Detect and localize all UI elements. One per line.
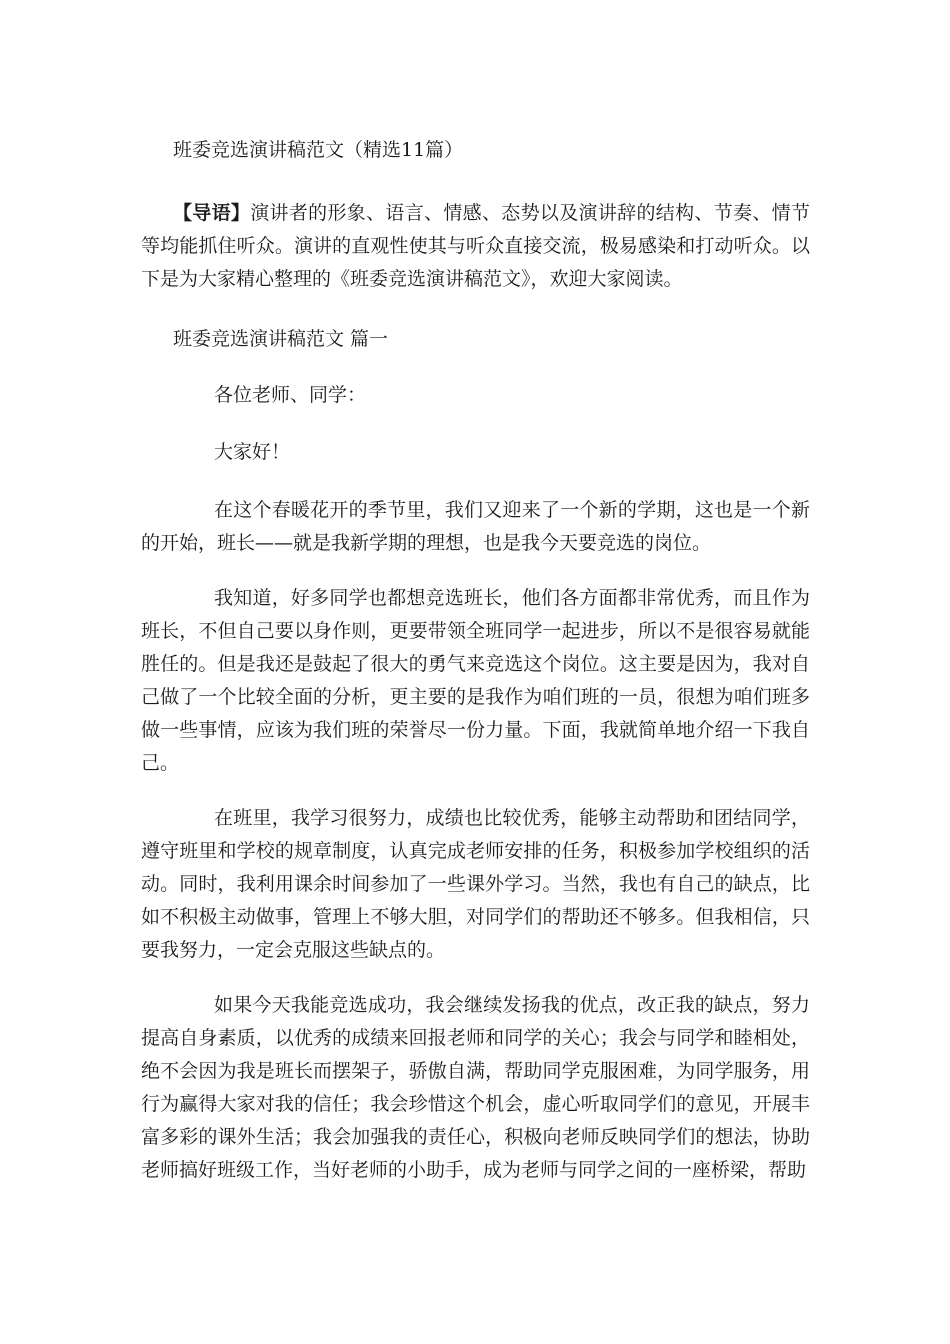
body-paragraph-2: 我知道，好多同学也都想竞选班长，他们各方面都非常优秀，而且作为班长，不但自己要以身作则，更要带领全班同学一起进步，所以不是很容易就能胜任的。但是我还是鼓起了很大的勇气来竞选这个岗位。这主要是因为，我对自己做了一个比较全面的分析，更主要的是我作为咱们班的一员，很想为咱们班多做一些事情，应该为我们班的荣誉尽一份力量。下面，我就简单地介绍一下我自己。 (141, 587, 810, 774)
salutation: 各位老师、同学： (214, 384, 367, 406)
intro-paragraph (141, 197, 810, 296)
body-paragraph-3: 在班里，我学习很努力，成绩也比较优秀，能够主动帮助和团结同学，遵守班里和学校的规章制度，认真完成老师安排的任务，积极参加学校组织的活动。同时，我利用课余时间参加了一些课外学习。当然，我也有自己的缺点，比如不积极主动做事，管理上不够大胆，对同学们的帮助还不够多。但我相信，只要我努力，一定会克服这些缺点的。 (141, 807, 810, 961)
body-paragraph-1: 在这个春暖花开的季节里，我们又迎来了一个新的学期，这也是一个新的开始，班长——就是我新学期的理想，也是我今天要竞选的岗位。 (141, 499, 810, 554)
section-title: 班委竞选演讲稿范文 篇一 (173, 328, 389, 350)
body-paragraph-4: 如果今天我能竞选成功，我会继续发扬我的优点，改正我的缺点，努力提高自身素质，以优秀的成绩来回报老师和同学的关心；我会与同学和睦相处，绝不会因为我是班长而摆架子，骄傲自满，帮助同学克服困难，为同学服务，用行为赢得大家对我的信任；我会珍惜这个机会，虚心听取同学们的意见，开展丰富多彩的课外生活；我会加强我的责任心，积极向老师反映同学们的想法，协助老师搞好班级工作，当好老师的小助手，成为老师与同学之间的一座桥梁，帮助 (141, 994, 810, 1181)
intro-lead: 【导语】 (173, 202, 251, 224)
greeting: 大家好！ (214, 441, 291, 463)
intro-text: 演讲者的形象、语言、情感、态势以及演讲辞的结构、节奏、情节等均能抓住听众。演讲的直观性使其与听众直接交流，极易感染和打动听众。以下是为大家精心整理的《班委竞选演讲稿范文》，欢迎大家阅读。 (141, 202, 810, 290)
document-title: 班委竞选演讲稿范文（精选11篇） (173, 139, 464, 161)
